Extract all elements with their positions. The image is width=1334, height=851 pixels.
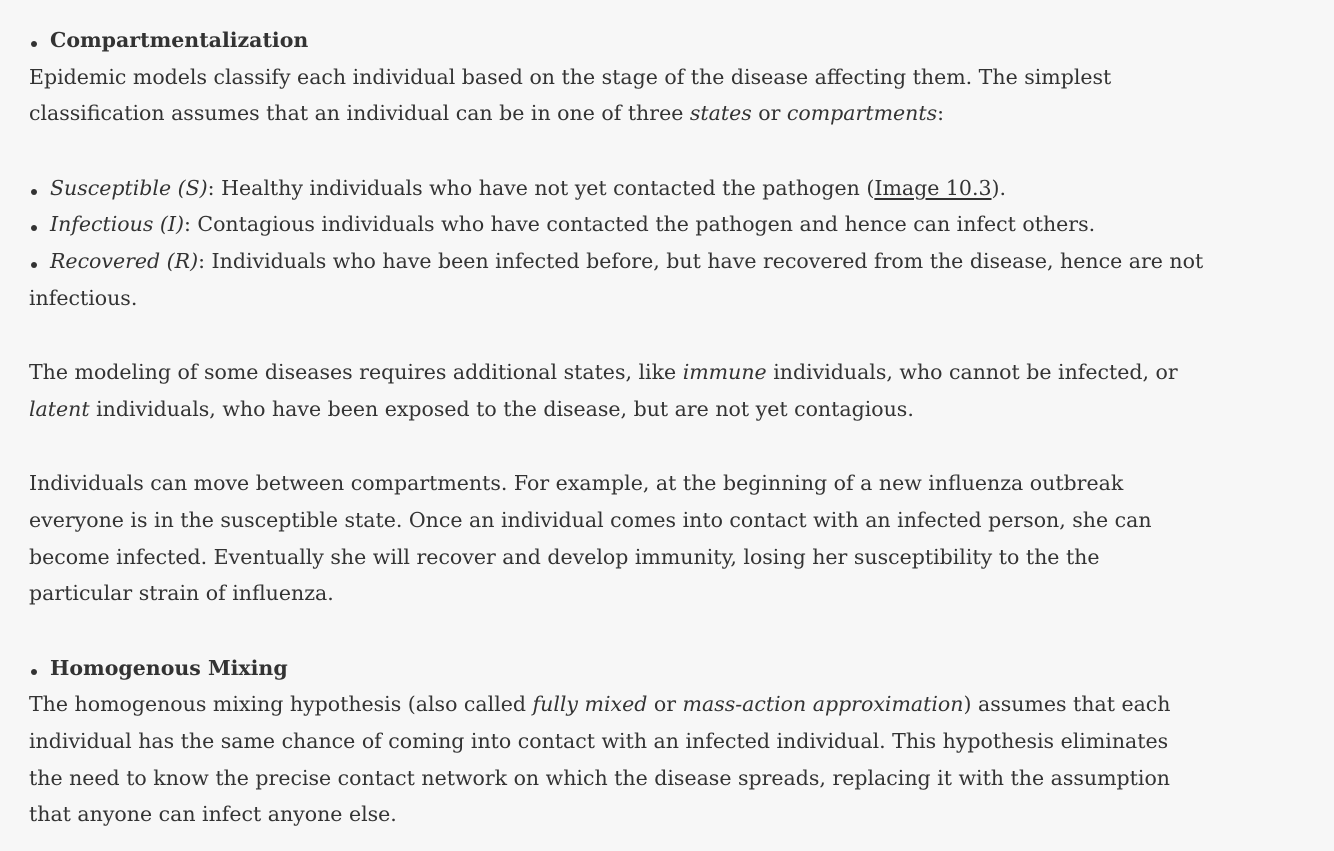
section-heading-compartmentalization: Compartmentalization [50, 28, 309, 52]
image-link[interactable]: Image 10.3 [874, 175, 992, 200]
paragraph-movement: Individuals can move between compartments. For example, at the beginning of a new influenza outbreak everyone is in the susceptible state. Once an individual comes into contact with an infected person, she can become infected. Eventually she will recover and develop immunity, losing her susceptibility to the the particular strain of influenza. [29, 471, 1152, 606]
list-item: Infectious (I): Contagious individuals who have contacted the pathogen and hence can infect others. [50, 212, 1096, 237]
paragraph-intro: Epidemic models classify each individual based on the stage of the disease affecting them. The simplest classification assumes that an individual can be in one of three states or compartments: [29, 64, 1112, 126]
paragraph-additional-states: The modeling of some diseases requires additional states, like immune individuals, who cannot be infected, or latent individuals, who have been exposed to the disease, but are not yet contagious. [29, 360, 1178, 421]
section-heading-homogenous-mixing: Homogenous Mixing [50, 655, 288, 680]
list-item: Susceptible (S): Healthy individuals who have not yet contacted the pathogen (Image 10.3). [50, 175, 1007, 200]
paragraph-homogenous-mixing: The homogenous mixing hypothesis (also called fully mixed or mass-action approximation) assumes that each individual has the same chance of coming into contact with an infected individual. This hypothesis eliminates the need to know the precise contact network on which the disease spreads, replacing it with the assumption that anyone can infect anyone else. [29, 692, 1171, 827]
list-item-continuation: infectious. [29, 285, 138, 310]
states-list [29, 170, 1334, 316]
list-item: Recovered (R): Individuals who have been infected before, but have recovered from the disease, hence are not [50, 248, 1204, 273]
